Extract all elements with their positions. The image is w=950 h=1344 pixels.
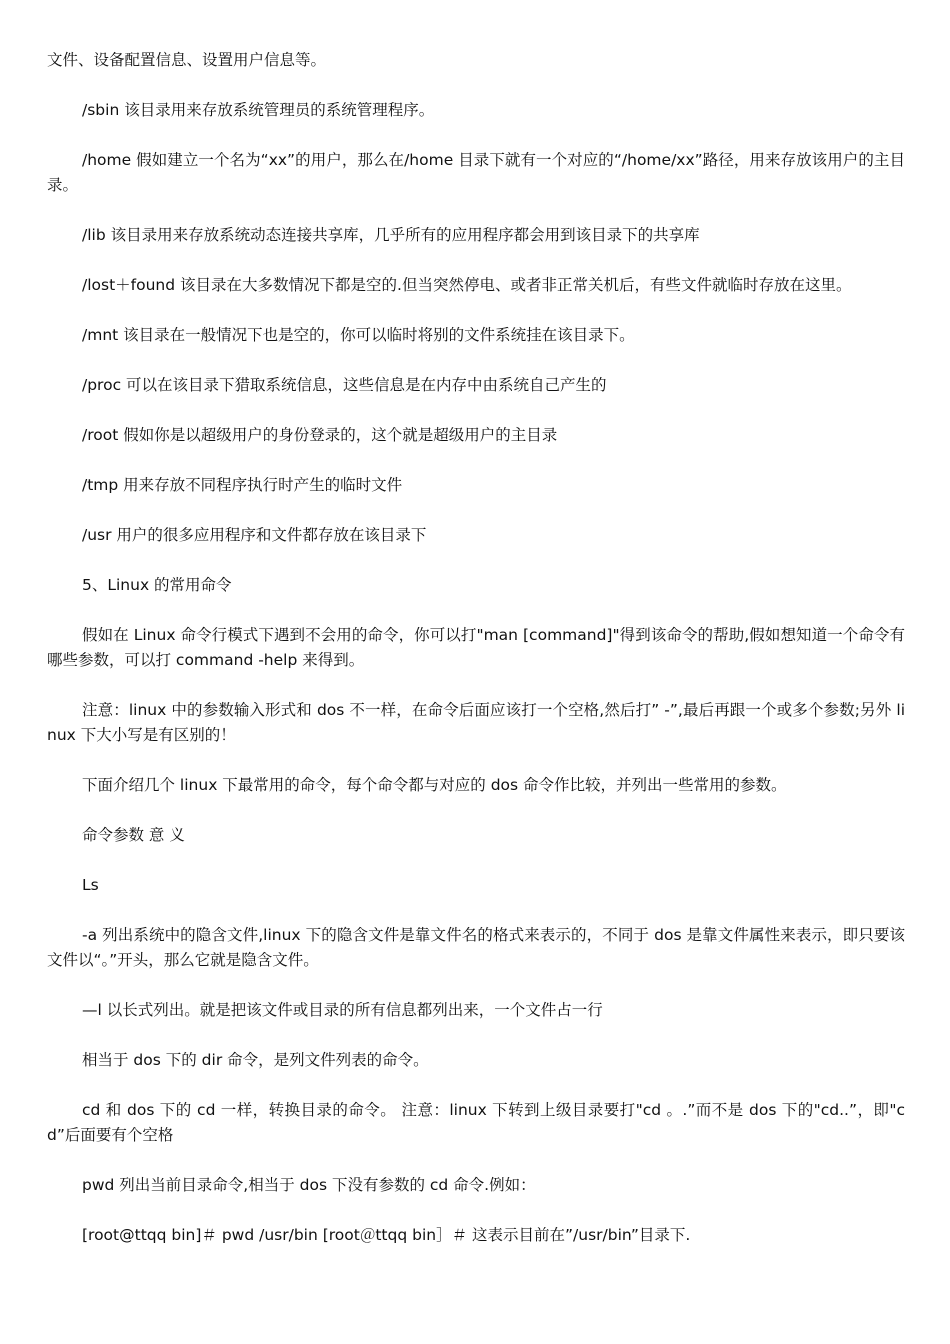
paragraph-tmp: /tmp 用来存放不同程序执行时产生的临时文件 <box>82 476 403 494</box>
paragraph-root: /root 假如你是以超级用户的身份登录的，这个就是超级用户的主目录 <box>82 426 558 444</box>
section-heading-linux-commands: 5、Linux 的常用命令 <box>82 576 232 594</box>
paragraph-man-help: 假如在 Linux 命令行模式下遇到不会用的命令，你可以打"man [command]"得到该命令的帮助,假如想知道一个命令有哪些参数，可以打 command -help 来得到。 <box>47 626 905 669</box>
paragraph-pwd: pwd 列出当前目录命令,相当于 dos 下没有参数的 cd 命令.例如： <box>82 1176 536 1194</box>
paragraph-sbin: /sbin 该目录用来存放系统管理员的系统管理程序。 <box>82 101 435 119</box>
paragraph-ls-a: -a 列出系统中的隐含文件,linux 下的隐含文件是靠文件名的格式来表示的，不同于 dos 是靠文件属性来表示，即只要该文件以“。”开头，那么它就是隐含文件。 <box>47 926 905 969</box>
paragraph-ls: Ls <box>82 876 99 894</box>
paragraph-lib: /lib 该目录用来存放系统动态连接共享库，几乎所有的应用程序都会用到该目录下的共享库 <box>82 226 700 244</box>
paragraph-parameter-note: 注意：linux 中的参数输入形式和 dos 不一样，在命令后面应该打一个空格,然后打” -”,最后再跟一个或多个参数;另外 linux 下大小写是有区别的！ <box>47 701 905 744</box>
paragraph-lost-found: /lost＋found 该目录在大多数情况下都是空的.但当突然停电、或者非正常关机后，有些文件就临时存放在这里。 <box>82 276 852 294</box>
paragraph-command-header: 命令参数 意 义 <box>82 826 185 844</box>
paragraph-command-intro: 下面介绍几个 linux 下最常用的命令，每个命令都与对应的 dos 命令作比较，并列出一些常用的参数。 <box>82 776 787 794</box>
paragraph-pwd-example: [root@ttqq bin]＃ pwd /usr/bin [root＠ttqq bin］＃ 这表示目前在”/usr/bin”目录下. <box>82 1226 691 1244</box>
paragraph-ls-dir: 相当于 dos 下的 dir 命令，是列文件列表的命令。 <box>82 1051 429 1069</box>
paragraph-home: /home 假如建立一个名为“xx”的用户，那么在/home 目录下就有一个对应的“/home/xx”路径，用来存放该用户的主目录。 <box>47 151 905 194</box>
paragraph-mnt: /mnt 该目录在一般情况下也是空的，你可以临时将别的文件系统挂在该目录下。 <box>82 326 635 344</box>
paragraph-proc: /proc 可以在该目录下猎取系统信息，这些信息是在内存中由系统自己产生的 <box>82 376 607 394</box>
paragraph-ls-l: —l 以长式列出。就是把该文件或目录的所有信息都列出来，一个文件占一行 <box>82 1001 603 1019</box>
paragraph-usr: /usr 用户的很多应用程序和文件都存放在该目录下 <box>82 526 427 544</box>
paragraph-config-info: 文件、设备配置信息、设置用户信息等。 <box>47 51 327 69</box>
document-page <box>47 48 905 1273</box>
paragraph-cd: cd 和 dos 下的 cd 一样，转换目录的命令。 注意：linux 下转到上级目录要打"cd 。.”而不是 dos 下的"cd..”，即"cd”后面要有个空格 <box>47 1101 905 1144</box>
